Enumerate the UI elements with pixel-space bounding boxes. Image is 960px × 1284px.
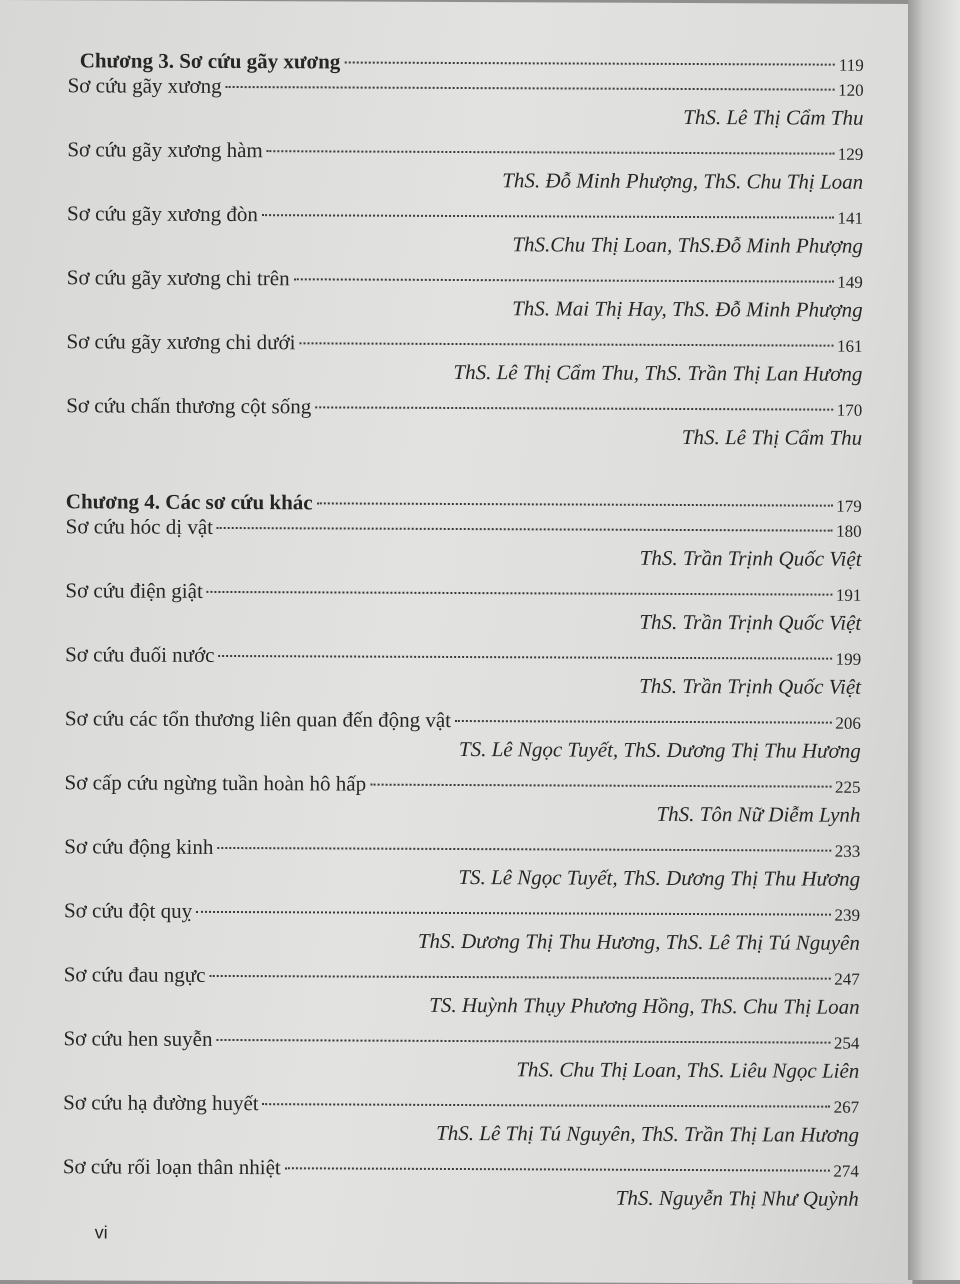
entry-title: Sơ cứu đuối nước [65,642,215,667]
entry-title: Sơ cứu gãy xương hàm [67,137,263,163]
toc-entry [67,265,863,322]
dot-leader [262,214,834,218]
toc-entry [63,1090,859,1147]
entry-page-number: 206 [835,713,861,733]
dot-leader [267,150,834,154]
entry-author: ThS. Mai Thị Hay, ThS. Đỗ Minh Phượng [512,296,863,322]
entry-title: Sơ cứu gãy xương chi dưới [66,329,296,355]
entry-row [64,898,860,926]
dot-leader [285,1167,830,1171]
dot-leader [219,655,832,660]
entry-page-number: 274 [833,1161,859,1181]
entry-row [66,393,862,421]
entry-title: Sơ cứu động kinh [64,834,214,859]
entry-row [68,73,864,101]
chapter-heading [68,48,864,76]
entry-author: TS. Lê Ngọc Tuyết, ThS. Dương Thị Thu Hương [458,737,861,763]
entry-author: ThS. Chu Thị Loan, ThS. Liêu Ngọc Liên [516,1057,860,1083]
entry-row [67,137,863,165]
entry-row [63,1026,859,1054]
toc-entry [64,898,860,955]
entry-author: TS. Lê Ngọc Tuyết, ThS. Dương Thị Thu Hương [458,865,861,891]
toc-entry [67,201,863,258]
dot-leader [217,1039,830,1044]
entry-author: TS. Huỳnh Thụy Phương Hồng, ThS. Chu Thị Loan [429,992,860,1019]
entry-title: Sơ cứu hen suyễn [63,1026,213,1051]
entry-title: Sơ cứu gãy xương chi trên [66,265,290,291]
dot-leader [294,278,834,282]
chapter-page-number: 179 [836,496,862,516]
entry-row [66,329,862,357]
dot-leader [455,720,831,724]
entry-page-number: 199 [835,649,862,669]
entry-author: ThS. Dương Thị Thu Hương, ThS. Lê Thị Tú Nguyên [417,928,860,955]
toc-entry [64,834,860,891]
dot-leader [315,406,832,410]
entry-title: Sơ cứu các tổn thương liên quan đến động vật [64,706,452,732]
entry-row [66,514,862,542]
entry-page-number: 129 [837,144,864,164]
toc-entry [65,642,861,699]
dot-leader [263,1103,830,1107]
entry-row [64,834,860,862]
toc-entry [65,578,861,635]
dot-leader [300,342,833,346]
entry-row [63,1090,859,1118]
chapter-title: Chương 3. Sơ cứu gãy xương [79,48,341,74]
entry-title: Sơ cứu đột quỵ [63,898,193,923]
dot-leader [317,502,833,506]
entry-row [63,1154,859,1182]
entry-author: ThS. Lê Thị Cẩm Thu, ThS. Trần Thị Lan Hương [453,359,863,386]
entry-author: ThS. Tôn Nữ Diễm Lynh [656,801,861,827]
entry-author: ThS.Chu Thị Loan, ThS.Đỗ Minh Phượng [512,232,863,258]
entry-row [65,578,861,606]
entry-author: ThS. Nguyễn Thị Như Quỳnh [615,1185,859,1211]
toc-entry [67,137,863,194]
toc-entry [66,329,862,386]
chapter-heading [66,489,862,517]
entry-title: Sơ cấp cứu ngừng tuần hoàn hô hấp [64,770,367,796]
dot-leader [210,975,831,980]
entry-row [67,201,863,229]
toc-entry [66,393,862,450]
entry-author: ThS. Đỗ Minh Phượng, ThS. Chu Thị Loan [502,168,864,194]
dot-leader [196,911,830,916]
entry-page-number: 141 [837,208,864,228]
entry-row [67,265,863,293]
entry-title: Sơ cứu gãy xương đòn [67,201,258,227]
toc-entry [63,1026,859,1083]
entry-row [65,770,861,798]
entry-row [65,642,861,670]
page-edge-shadow [908,0,960,1280]
entry-page-number: 120 [838,80,864,100]
entry-title: Sơ cứu gãy xương [67,73,222,98]
page-folio: vi [94,1222,108,1243]
entry-page-number: 180 [836,521,862,541]
entry-page-number: 239 [834,905,861,925]
entry-page-number: 225 [835,777,861,797]
entry-page-number: 247 [834,969,860,989]
toc-entry [64,770,860,827]
entry-row [64,962,860,990]
toc-entry [66,514,862,571]
entry-author: ThS. Trần Trịnh Quốc Việt [639,545,862,571]
dot-leader [217,527,832,532]
toc-entry [67,73,863,130]
entry-author: ThS. Trần Trịnh Quốc Việt [639,673,862,699]
entry-page-number: 254 [833,1033,860,1053]
table-of-contents [63,48,864,1221]
chapter-page-number: 119 [838,55,864,75]
toc-entry [63,1154,859,1211]
entry-author: ThS. Lê Thị Cẩm Thu [683,104,864,130]
entry-title: Sơ cứu hạ đường huyết [63,1090,259,1116]
entry-page-number: 233 [834,841,861,861]
entry-title: Sơ cứu chấn thương cột sống [66,393,312,419]
entry-page-number: 191 [835,585,862,605]
dot-leader [207,591,832,596]
entry-author: ThS. Lê Thị Tú Nguyên, ThS. Trần Thị Lan Hương [436,1120,860,1147]
entry-title: Sơ cứu rối loạn thân nhiệt [62,1154,281,1180]
entry-title: Sơ cứu hóc dị vật [65,514,214,539]
entry-page-number: 161 [836,336,863,356]
entry-page-number: 267 [833,1097,860,1117]
entry-author: ThS. Trần Trịnh Quốc Việt [639,609,862,635]
dot-leader [226,86,834,91]
entry-author: ThS. Lê Thị Cẩm Thu [681,424,863,450]
toc-entry [64,962,860,1019]
chapter-title: Chương 4. Các sơ cứu khác [65,489,313,515]
dot-leader [370,784,831,788]
entry-page-number: 149 [837,272,863,292]
chapter-spacer [66,457,862,492]
entry-page-number: 170 [836,400,863,420]
dot-leader [344,62,835,66]
entry-title: Sơ cứu điện giật [65,578,203,603]
dot-leader [217,847,830,852]
toc-entry [65,706,861,763]
entry-title: Sơ cứu đau ngực [63,962,206,987]
entry-row [65,706,861,734]
